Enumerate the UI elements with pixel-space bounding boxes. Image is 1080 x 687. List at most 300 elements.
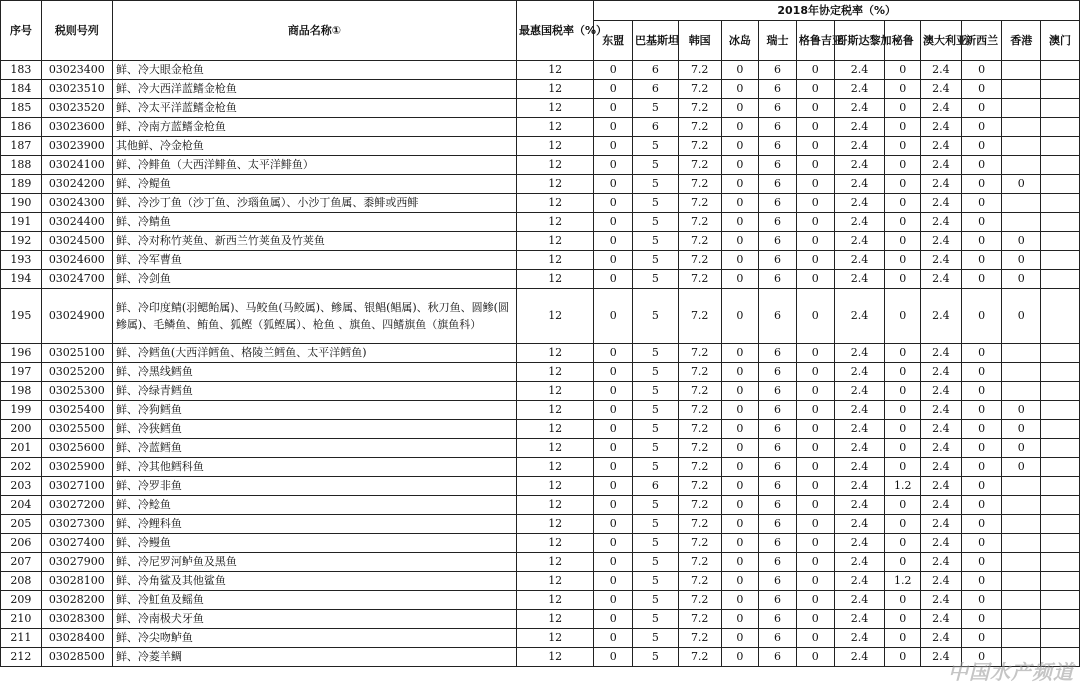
row-agreement-rate	[1041, 344, 1080, 363]
row-agreement-rate	[1041, 534, 1080, 553]
row-agreement-rate	[1041, 99, 1080, 118]
row-agreement-rate: 7.2	[678, 382, 721, 401]
row-agreement-rate: 0	[961, 137, 1002, 156]
row-agreement-rate: 2.4	[834, 439, 885, 458]
row-agreement-rate: 0	[885, 439, 921, 458]
row-agreement-rate: 6	[759, 175, 797, 194]
row-code: 03025100	[41, 344, 112, 363]
row-agreement-rate: 6	[633, 80, 679, 99]
table-row	[1, 289, 1080, 344]
row-agreement-rate: 0	[885, 156, 921, 175]
row-agreement-rate: 0	[796, 477, 834, 496]
header-country: 格鲁吉亚	[796, 21, 834, 61]
row-agreement-rate: 0	[961, 572, 1002, 591]
row-agreement-rate: 6	[759, 515, 797, 534]
row-agreement-rate: 0	[885, 610, 921, 629]
row-agreement-rate	[1041, 156, 1080, 175]
header-mfn: 最惠国税率（%）	[517, 1, 594, 61]
row-agreement-rate: 5	[633, 251, 679, 270]
row-agreement-rate	[1041, 213, 1080, 232]
row-agreement-rate: 2.4	[834, 363, 885, 382]
row-agreement-rate: 6	[759, 591, 797, 610]
row-agreement-rate: 2.4	[834, 213, 885, 232]
row-agreement-rate: 0	[594, 99, 633, 118]
row-agreement-rate: 0	[594, 156, 633, 175]
row-agreement-rate: 5	[633, 137, 679, 156]
row-code: 03027300	[41, 515, 112, 534]
row-agreement-rate: 0	[961, 156, 1002, 175]
row-mfn-rate: 12	[517, 534, 594, 553]
row-agreement-rate: 0	[721, 648, 759, 667]
row-mfn-rate: 12	[517, 175, 594, 194]
row-agreement-rate: 7.2	[678, 175, 721, 194]
row-seq: 191	[1, 213, 42, 232]
row-agreement-rate: 2.4	[921, 610, 962, 629]
row-agreement-rate: 0	[961, 439, 1002, 458]
row-agreement-rate: 0	[721, 534, 759, 553]
row-agreement-rate: 0	[721, 572, 759, 591]
row-agreement-rate: 0	[594, 477, 633, 496]
header-seq: 序号	[1, 1, 42, 61]
row-name: 鲜、冷鲱鱼（大西洋鲱鱼、太平洋鲱鱼）	[112, 156, 516, 175]
row-agreement-rate: 5	[633, 382, 679, 401]
row-name: 鲜、冷蓝鳕鱼	[112, 439, 516, 458]
row-agreement-rate	[1041, 289, 1080, 344]
header-country: 东盟	[594, 21, 633, 61]
row-mfn-rate: 12	[517, 251, 594, 270]
row-agreement-rate: 2.4	[921, 534, 962, 553]
row-agreement-rate: 0	[594, 610, 633, 629]
row-agreement-rate: 0	[1002, 175, 1041, 194]
row-agreement-rate: 6	[759, 270, 797, 289]
row-agreement-rate: 0	[885, 420, 921, 439]
header-country: 秘鲁	[885, 21, 921, 61]
row-agreement-rate: 2.4	[834, 477, 885, 496]
row-seq: 204	[1, 496, 42, 515]
row-agreement-rate: 0	[796, 270, 834, 289]
row-agreement-rate: 2.4	[834, 591, 885, 610]
row-code: 03024900	[41, 289, 112, 344]
row-agreement-rate: 0	[961, 344, 1002, 363]
watermark: 中国水产频道	[948, 660, 1074, 684]
row-seq: 188	[1, 156, 42, 175]
row-agreement-rate: 6	[759, 137, 797, 156]
row-agreement-rate: 6	[759, 213, 797, 232]
row-agreement-rate: 2.4	[921, 194, 962, 213]
row-agreement-rate: 7.2	[678, 477, 721, 496]
row-agreement-rate	[1041, 137, 1080, 156]
row-agreement-rate	[1002, 213, 1041, 232]
row-agreement-rate: 0	[885, 232, 921, 251]
row-name: 鲜、冷狗鳕鱼	[112, 401, 516, 420]
row-mfn-rate: 12	[517, 648, 594, 667]
row-agreement-rate: 0	[796, 213, 834, 232]
row-agreement-rate: 2.4	[834, 270, 885, 289]
row-agreement-rate	[1002, 496, 1041, 515]
row-agreement-rate: 0	[961, 99, 1002, 118]
row-seq: 190	[1, 194, 42, 213]
row-agreement-rate	[1041, 629, 1080, 648]
row-agreement-rate: 0	[594, 194, 633, 213]
row-agreement-rate: 5	[633, 175, 679, 194]
row-agreement-rate: 0	[885, 553, 921, 572]
row-agreement-rate: 0	[961, 61, 1002, 80]
row-agreement-rate: 7.2	[678, 251, 721, 270]
row-code: 03024300	[41, 194, 112, 213]
row-agreement-rate: 0	[721, 213, 759, 232]
row-agreement-rate	[1002, 572, 1041, 591]
table-row	[1, 80, 1080, 99]
row-agreement-rate	[1041, 401, 1080, 420]
row-seq: 206	[1, 534, 42, 553]
row-agreement-rate: 7.2	[678, 137, 721, 156]
row-agreement-rate: 0	[961, 363, 1002, 382]
row-agreement-rate: 2.4	[921, 572, 962, 591]
table-row	[1, 194, 1080, 213]
row-code: 03025400	[41, 401, 112, 420]
row-agreement-rate: 5	[633, 213, 679, 232]
row-agreement-rate: 0	[721, 553, 759, 572]
row-code: 03024400	[41, 213, 112, 232]
row-agreement-rate: 0	[1002, 251, 1041, 270]
row-agreement-rate: 0	[721, 515, 759, 534]
table-row	[1, 477, 1080, 496]
row-agreement-rate: 5	[633, 401, 679, 420]
row-agreement-rate: 0	[594, 289, 633, 344]
row-agreement-rate	[1002, 61, 1041, 80]
row-agreement-rate: 0	[885, 99, 921, 118]
row-agreement-rate: 2.4	[921, 156, 962, 175]
table-row	[1, 553, 1080, 572]
row-agreement-rate: 6	[759, 232, 797, 251]
row-name: 鲜、冷南极犬牙鱼	[112, 610, 516, 629]
table-row	[1, 251, 1080, 270]
row-agreement-rate: 0	[594, 232, 633, 251]
row-agreement-rate: 0	[885, 175, 921, 194]
row-code: 03024100	[41, 156, 112, 175]
row-agreement-rate: 6	[759, 80, 797, 99]
row-agreement-rate: 2.4	[834, 401, 885, 420]
row-agreement-rate: 6	[759, 534, 797, 553]
row-seq: 199	[1, 401, 42, 420]
row-name: 鲜、冷狭鳕鱼	[112, 420, 516, 439]
row-agreement-rate: 0	[796, 591, 834, 610]
row-agreement-rate	[1041, 175, 1080, 194]
row-seq: 194	[1, 270, 42, 289]
row-agreement-rate: 6	[759, 439, 797, 458]
row-agreement-rate	[1002, 118, 1041, 137]
row-agreement-rate: 6	[759, 344, 797, 363]
row-agreement-rate: 5	[633, 99, 679, 118]
table-row	[1, 99, 1080, 118]
row-code: 03024200	[41, 175, 112, 194]
row-agreement-rate: 6	[759, 477, 797, 496]
row-agreement-rate	[1002, 363, 1041, 382]
row-agreement-rate	[1041, 515, 1080, 534]
row-code: 03023510	[41, 80, 112, 99]
row-agreement-rate: 5	[633, 648, 679, 667]
row-agreement-rate: 6	[759, 458, 797, 477]
row-agreement-rate: 6	[633, 477, 679, 496]
row-agreement-rate: 6	[759, 610, 797, 629]
row-agreement-rate: 6	[759, 156, 797, 175]
row-agreement-rate	[1041, 61, 1080, 80]
row-mfn-rate: 12	[517, 439, 594, 458]
row-agreement-rate	[1041, 251, 1080, 270]
row-agreement-rate: 6	[759, 648, 797, 667]
row-agreement-rate: 0	[721, 99, 759, 118]
row-mfn-rate: 12	[517, 401, 594, 420]
row-agreement-rate: 6	[759, 289, 797, 344]
row-agreement-rate: 0	[1002, 439, 1041, 458]
row-agreement-rate: 2.4	[921, 175, 962, 194]
row-agreement-rate	[1002, 553, 1041, 572]
row-agreement-rate: 7.2	[678, 213, 721, 232]
row-agreement-rate: 0	[796, 515, 834, 534]
row-agreement-rate: 2.4	[834, 194, 885, 213]
row-agreement-rate: 7.2	[678, 572, 721, 591]
row-agreement-rate	[1041, 80, 1080, 99]
row-agreement-rate: 0	[796, 572, 834, 591]
row-agreement-rate: 2.4	[921, 629, 962, 648]
table-row	[1, 232, 1080, 251]
row-agreement-rate: 0	[885, 648, 921, 667]
header-agreement-group: 2018年协定税率（%）	[594, 1, 1080, 21]
row-seq: 193	[1, 251, 42, 270]
table-row	[1, 572, 1080, 591]
row-agreement-rate: 0	[796, 629, 834, 648]
row-agreement-rate: 0	[885, 363, 921, 382]
row-mfn-rate: 12	[517, 591, 594, 610]
row-code: 03024700	[41, 270, 112, 289]
row-mfn-rate: 12	[517, 156, 594, 175]
row-name: 鲜、冷大眼金枪鱼	[112, 61, 516, 80]
row-agreement-rate: 0	[721, 610, 759, 629]
row-code: 03028200	[41, 591, 112, 610]
row-agreement-rate: 0	[796, 363, 834, 382]
row-agreement-rate: 0	[594, 213, 633, 232]
row-agreement-rate: 6	[759, 629, 797, 648]
row-agreement-rate	[1041, 572, 1080, 591]
row-agreement-rate: 5	[633, 420, 679, 439]
row-name: 鲜、冷魟鱼及鳐鱼	[112, 591, 516, 610]
row-agreement-rate: 7.2	[678, 610, 721, 629]
row-agreement-rate: 0	[796, 420, 834, 439]
row-agreement-rate: 0	[885, 61, 921, 80]
row-agreement-rate	[1002, 629, 1041, 648]
row-agreement-rate: 0	[961, 648, 1002, 667]
row-name: 鲜、冷沙丁鱼（沙丁鱼、沙瑙鱼属）、小沙丁鱼属、黍鲱或西鲱	[112, 194, 516, 213]
row-agreement-rate: 0	[961, 270, 1002, 289]
row-agreement-rate	[1041, 458, 1080, 477]
row-agreement-rate: 0	[796, 534, 834, 553]
row-agreement-rate: 2.4	[921, 496, 962, 515]
row-agreement-rate	[1002, 156, 1041, 175]
row-agreement-rate: 5	[633, 610, 679, 629]
row-agreement-rate: 5	[633, 232, 679, 251]
row-agreement-rate: 0	[1002, 401, 1041, 420]
row-agreement-rate: 0	[961, 553, 1002, 572]
row-agreement-rate: 2.4	[921, 420, 962, 439]
row-agreement-rate	[1041, 610, 1080, 629]
row-agreement-rate: 2.4	[834, 137, 885, 156]
row-agreement-rate: 2.4	[834, 496, 885, 515]
row-agreement-rate: 6	[759, 194, 797, 213]
row-agreement-rate	[1041, 420, 1080, 439]
row-agreement-rate: 5	[633, 344, 679, 363]
row-seq: 189	[1, 175, 42, 194]
row-agreement-rate: 0	[721, 194, 759, 213]
row-agreement-rate: 7.2	[678, 439, 721, 458]
row-agreement-rate: 6	[759, 420, 797, 439]
header-country: 韩国	[678, 21, 721, 61]
row-agreement-rate: 0	[796, 118, 834, 137]
row-agreement-rate: 2.4	[834, 289, 885, 344]
row-seq: 203	[1, 477, 42, 496]
row-agreement-rate: 0	[961, 251, 1002, 270]
row-agreement-rate: 5	[633, 156, 679, 175]
row-agreement-rate: 6	[759, 496, 797, 515]
row-code: 03028100	[41, 572, 112, 591]
row-mfn-rate: 12	[517, 137, 594, 156]
table-row	[1, 439, 1080, 458]
row-agreement-rate: 0	[961, 175, 1002, 194]
row-agreement-rate: 5	[633, 515, 679, 534]
header-code: 税则号列	[41, 1, 112, 61]
row-name: 其他鲜、冷金枪鱼	[112, 137, 516, 156]
row-seq: 200	[1, 420, 42, 439]
row-agreement-rate: 2.4	[834, 629, 885, 648]
row-agreement-rate: 0	[721, 344, 759, 363]
row-agreement-rate: 6	[759, 99, 797, 118]
table-row	[1, 648, 1080, 667]
row-agreement-rate: 0	[721, 629, 759, 648]
row-name: 鲜、冷罗非鱼	[112, 477, 516, 496]
row-name: 鲜、冷菱羊鲷	[112, 648, 516, 667]
row-agreement-rate: 0	[594, 572, 633, 591]
row-agreement-rate: 0	[594, 401, 633, 420]
row-mfn-rate: 12	[517, 99, 594, 118]
row-mfn-rate: 12	[517, 629, 594, 648]
row-name: 鲜、冷鲤科鱼	[112, 515, 516, 534]
row-agreement-rate: 0	[885, 629, 921, 648]
row-agreement-rate: 0	[594, 118, 633, 137]
row-agreement-rate: 0	[961, 458, 1002, 477]
row-agreement-rate: 0	[961, 496, 1002, 515]
row-agreement-rate: 0	[885, 213, 921, 232]
row-agreement-rate: 7.2	[678, 270, 721, 289]
row-agreement-rate: 7.2	[678, 420, 721, 439]
row-agreement-rate: 2.4	[921, 99, 962, 118]
row-agreement-rate: 2.4	[921, 477, 962, 496]
row-agreement-rate: 2.4	[834, 572, 885, 591]
row-agreement-rate	[1041, 439, 1080, 458]
table-row	[1, 534, 1080, 553]
row-agreement-rate: 0	[796, 344, 834, 363]
row-agreement-rate: 0	[885, 137, 921, 156]
row-agreement-rate: 0	[796, 401, 834, 420]
row-mfn-rate: 12	[517, 420, 594, 439]
row-agreement-rate: 0	[594, 61, 633, 80]
row-agreement-rate: 2.4	[834, 232, 885, 251]
row-agreement-rate: 0	[796, 137, 834, 156]
row-agreement-rate: 0	[885, 515, 921, 534]
row-mfn-rate: 12	[517, 363, 594, 382]
row-agreement-rate: 0	[796, 458, 834, 477]
row-agreement-rate: 2.4	[921, 458, 962, 477]
row-agreement-rate: 0	[961, 420, 1002, 439]
row-agreement-rate: 0	[961, 629, 1002, 648]
row-agreement-rate: 0	[721, 137, 759, 156]
row-agreement-rate	[1041, 363, 1080, 382]
row-agreement-rate: 0	[961, 213, 1002, 232]
row-agreement-rate	[1041, 591, 1080, 610]
row-agreement-rate: 6	[633, 118, 679, 137]
table-row	[1, 610, 1080, 629]
row-agreement-rate: 7.2	[678, 80, 721, 99]
row-agreement-rate: 2.4	[921, 553, 962, 572]
row-name: 鲜、冷尼罗河鲈鱼及黑鱼	[112, 553, 516, 572]
row-code: 03025200	[41, 363, 112, 382]
row-mfn-rate: 12	[517, 213, 594, 232]
row-agreement-rate: 6	[759, 382, 797, 401]
row-name: 鲜、冷其他鳕科鱼	[112, 458, 516, 477]
header-country: 澳门	[1041, 21, 1080, 61]
row-code: 03023520	[41, 99, 112, 118]
row-name: 鲜、冷黑线鳕鱼	[112, 363, 516, 382]
row-agreement-rate: 0	[721, 363, 759, 382]
row-agreement-rate: 5	[633, 629, 679, 648]
row-name: 鲜、冷剑鱼	[112, 270, 516, 289]
header-country: 瑞士	[759, 21, 797, 61]
row-code: 03024500	[41, 232, 112, 251]
row-agreement-rate: 1.2	[885, 572, 921, 591]
row-agreement-rate: 0	[1002, 232, 1041, 251]
row-agreement-rate: 0	[885, 80, 921, 99]
row-agreement-rate: 7.2	[678, 344, 721, 363]
row-agreement-rate: 2.4	[834, 251, 885, 270]
row-agreement-rate: 0	[721, 156, 759, 175]
row-agreement-rate: 2.4	[921, 118, 962, 137]
row-code: 03025600	[41, 439, 112, 458]
row-agreement-rate: 0	[885, 289, 921, 344]
table-row	[1, 629, 1080, 648]
row-agreement-rate: 0	[721, 439, 759, 458]
row-agreement-rate: 0	[594, 591, 633, 610]
row-seq: 208	[1, 572, 42, 591]
row-agreement-rate: 0	[721, 591, 759, 610]
row-agreement-rate: 1.2	[885, 477, 921, 496]
row-agreement-rate: 2.4	[834, 118, 885, 137]
row-code: 03027400	[41, 534, 112, 553]
row-agreement-rate: 0	[885, 591, 921, 610]
table-row	[1, 382, 1080, 401]
row-agreement-rate: 2.4	[921, 382, 962, 401]
row-agreement-rate: 7.2	[678, 363, 721, 382]
row-agreement-rate: 0	[594, 344, 633, 363]
row-mfn-rate: 12	[517, 477, 594, 496]
row-agreement-rate: 0	[796, 251, 834, 270]
row-seq: 198	[1, 382, 42, 401]
row-agreement-rate: 2.4	[921, 289, 962, 344]
row-agreement-rate: 0	[594, 458, 633, 477]
row-agreement-rate: 0	[796, 610, 834, 629]
row-agreement-rate: 0	[594, 420, 633, 439]
table-row	[1, 156, 1080, 175]
row-agreement-rate: 0	[961, 477, 1002, 496]
row-agreement-rate: 2.4	[834, 610, 885, 629]
row-name: 鲜、冷军曹鱼	[112, 251, 516, 270]
